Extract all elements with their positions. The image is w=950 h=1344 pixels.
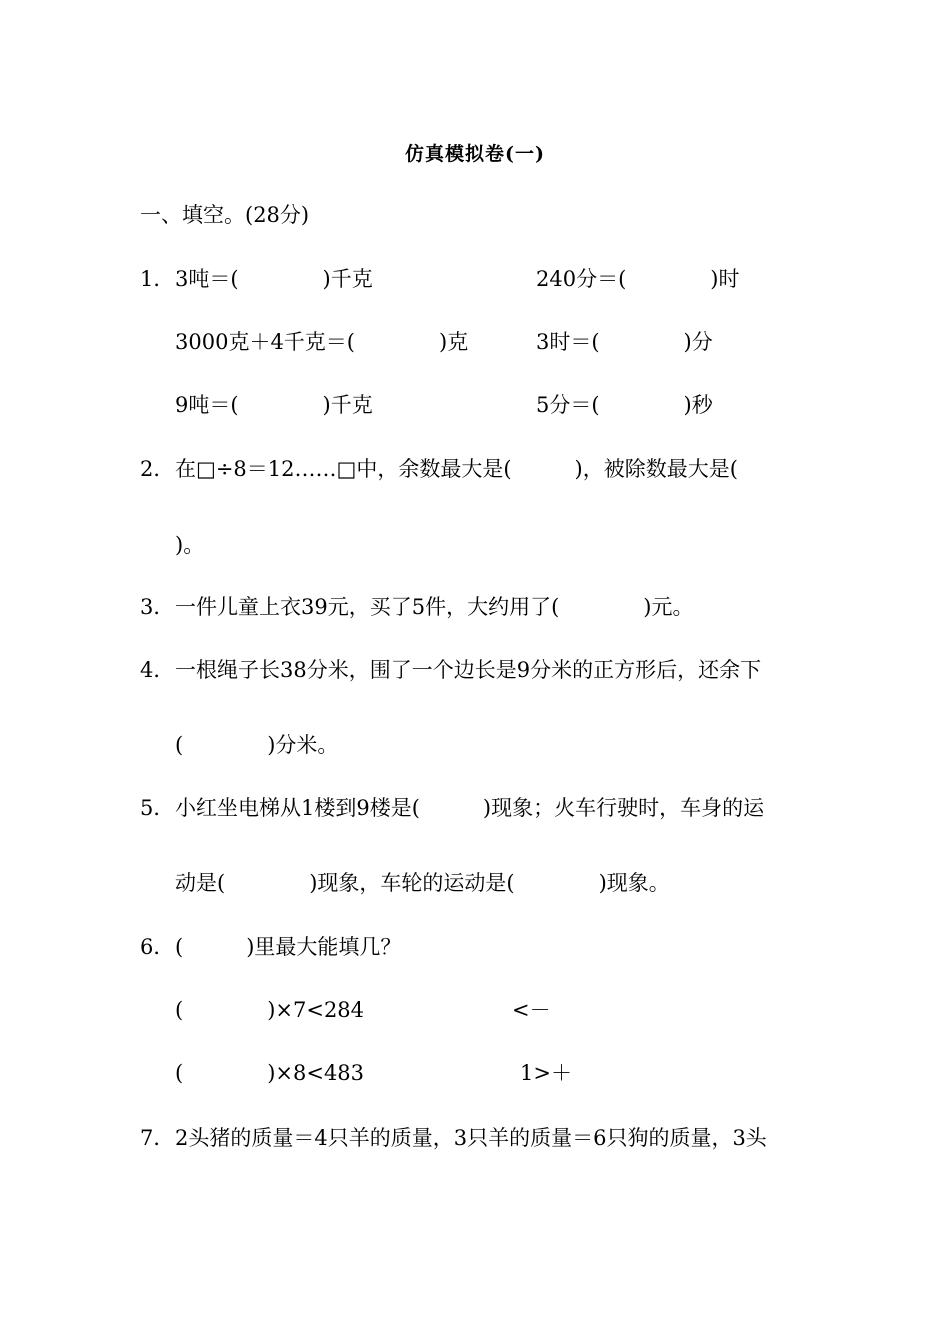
q4-line1: 一根绳子长38分米，围了一个边长是9分米的正方形后，还余下 [175,658,762,682]
q1-row3-right: 5分＝( )秒 [536,393,713,417]
q1-row2-right: 3时＝( )分 [536,330,713,354]
question-7-number: 7． [140,1126,175,1150]
page-title: 仿真模拟卷(一) [405,143,545,165]
q6-line1: ( )里最大能填几？ [175,935,402,959]
q6-row2-left: ( )×8<483 [175,1061,365,1085]
q2-line1: 在□÷8＝12……□中，余数最大是( )，被除数最大是( [175,457,738,481]
question-6-number: 6． [140,935,175,959]
q4-line2: ( )分米。 [175,733,339,757]
q5-line2: 动是( )现象，车轮的运动是( )现象。 [175,871,670,895]
question-5-number: 5． [140,796,175,820]
q6-row1-left: ( )×7<284 [175,998,365,1022]
q3-line1: 一件儿童上衣39元，买了5件，大约用了( )元。 [175,595,694,619]
q7-line1: 2头猪的质量＝4只羊的质量，3只羊的质量＝6只狗的质量，3头 [175,1126,767,1150]
q2-line2: )。 [175,533,205,557]
q1-row1-right: 240分＝( )时 [536,267,740,291]
q6-row1-right: <－ [512,998,551,1022]
q6-row2-right: 1>＋ [520,1061,572,1085]
q1-row3-left: 9吨＝( )千克 [175,393,373,417]
q5-line1: 小红坐电梯从1楼到9楼是( )现象；火车行驶时，车身的运 [175,796,765,820]
question-3-number: 3． [140,595,175,619]
question-2-number: 2． [140,457,175,481]
q1-row2-left: 3000克＋4千克＝( )克 [175,330,469,354]
question-4-number: 4． [140,658,175,682]
question-1-number: 1． [140,267,175,291]
q1-row1-left: 3吨＝( )千克 [175,267,373,291]
section-heading: 一、填空。(28分) [140,203,310,227]
